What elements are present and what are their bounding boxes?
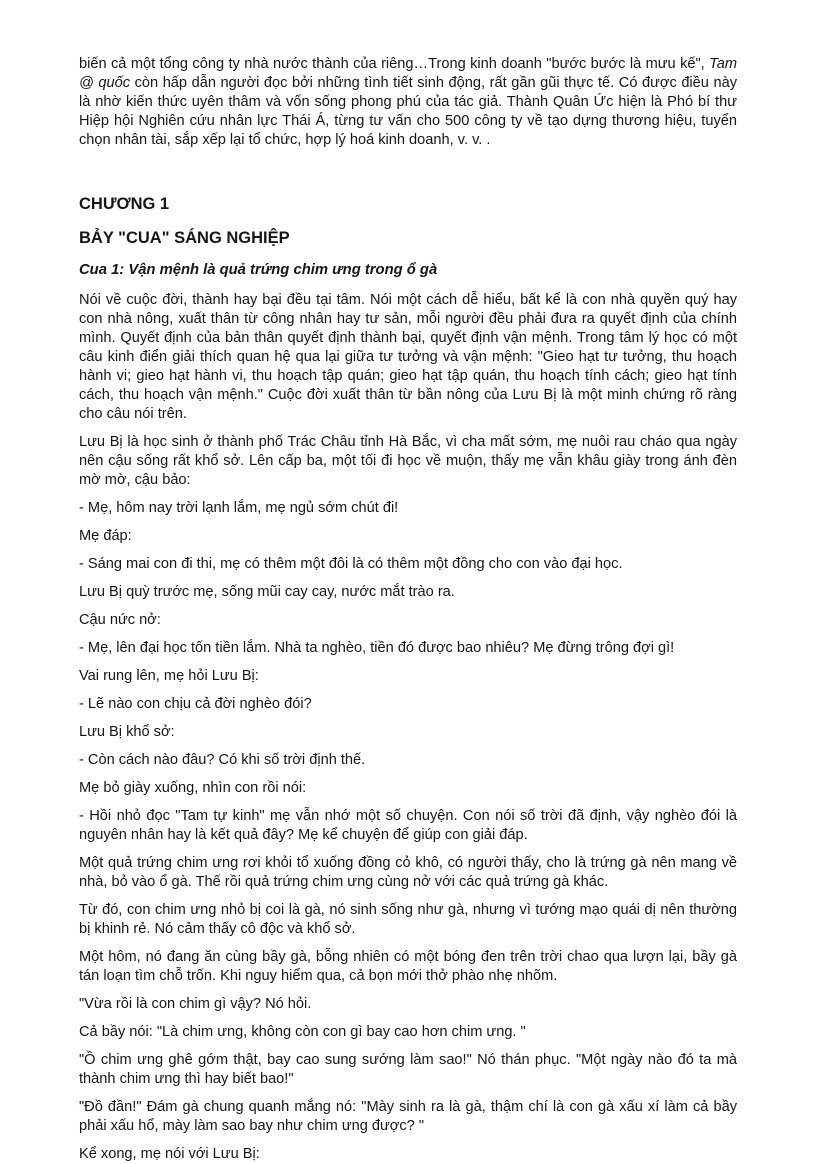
body-paragraph: Nói về cuộc đời, thành hay bại đều tại tâm. Nói một cách dễ hiểu, bất kể là con nhà quyền quý hay con nhà nông, xuất thân từ công nhân hay tư sản, mỗi người đều phải đưa ra quyết định của chính mình. Quyết định của bản thân quyết định thành bại, quyết định vận mệnh. Trong tâm lý học có một câu kinh điển giải thích quan hệ qua lại giữa tư tưởng và vận mệnh: "Gieo hạt tư tưởng, thu hoạch hành vi; gieo hạt hành vi, thu hoạch tập quán; gieo hạt tập quán, thu hoạch tính cách; gieo hạt tính cách, thu hoạch vận mệnh." Cuộc đời xuất thân từ bần nông của Lưu Bị là một minh chứng rõ ràng cho câu nói trên. bbox=[79, 292, 737, 422]
chapter-number-heading: CHƯƠNG 1 bbox=[79, 195, 170, 213]
book-title-italic: Tam @ quốc bbox=[79, 56, 737, 91]
intro-paragraph bbox=[79, 55, 737, 150]
body-paragraph: "Ồ chim ưng ghê gớm thật, bay cao sung sướng làm sao!" Nó thán phục. "Một ngày nào đó ta mà thành chim ưng thì hay biết bao!" bbox=[79, 1052, 737, 1087]
body-paragraph: Mẹ đáp: bbox=[79, 528, 132, 544]
body-paragraph: "Đồ đần!" Đám gà chung quanh mắng nó: "Mày sinh ra là gà, thậm chí là con gà xấu xí làm cả bầy phải xấu hổ, mày làm sao bay như chim ưng được? " bbox=[79, 1099, 737, 1134]
dialogue-line: - Còn cách nào đâu? Có khi số trời định thế. bbox=[79, 752, 366, 768]
body-paragraph: Cả bầy nói: "Là chim ưng, không còn con gì bay cao hơn chim ưng. " bbox=[79, 1024, 526, 1040]
body-paragraph: Một hôm, nó đang ăn cùng bầy gà, bỗng nhiên có một bóng đen trên trời chao qua lượn lại, bầy gà tán loạn tìm chỗ trốn. Khi nguy hiểm qua, cả bọn mới thở phào nhẹ nhõm. bbox=[79, 949, 737, 984]
section-subtitle-heading: Cua 1: Vận mệnh là quả trứng chim ưng trong ổ gà bbox=[79, 262, 438, 278]
dialogue-line: - Sáng mai con đi thi, mẹ có thêm một đôi là có thêm một đồng cho con vào đại học. bbox=[79, 556, 623, 572]
body-paragraph: Một quả trứng chim ưng rơi khỏi tổ xuống đồng cỏ khô, có người thấy, cho là trứng gà nên mang về nhà, bỏ vào ổ gà. Thế rồi quả trứng chim ưng cùng nở với các quả trứng gà khác. bbox=[79, 855, 737, 890]
body-paragraph: Từ đó, con chim ưng nhỏ bị coi là gà, nó sinh sống như gà, nhưng vì tướng mạo quái dị nên thường bị khinh rẻ. Nó cảm thấy cô độc và khổ sở. bbox=[79, 902, 737, 937]
body-paragraph: Cậu nức nở: bbox=[79, 612, 161, 628]
body-paragraph: Lưu Bị là học sinh ở thành phố Trác Châu tỉnh Hà Bắc, vì cha mất sớm, mẹ nuôi rau cháo qua ngày nên cậu sống rất khổ sở. Lên cấp ba, một tối đi học về muộn, thấy mẹ vẫn khâu giày trong ánh đèn mờ mờ, cậu bảo: bbox=[79, 434, 737, 488]
dialogue-line: - Mẹ, lên đại học tốn tiền lắm. Nhà ta nghèo, tiền đó được bao nhiêu? Mẹ đừng trông đợi gì! bbox=[79, 640, 675, 656]
chapter-title-heading: BẢY "CUA" SÁNG NGHIỆP bbox=[79, 229, 290, 247]
dialogue-line: - Mẹ, hôm nay trời lạnh lắm, mẹ ngủ sớm chút đi! bbox=[79, 500, 399, 516]
body-paragraph: Vai rung lên, mẹ hỏi Lưu Bị: bbox=[79, 668, 259, 684]
intro-text-after: còn hấp dẫn người đọc bởi những tình tiết sinh động, rất gần gũi thực tế. Có được điều này là nhờ kiến thức uyên thâm và vốn sống phong phú của tác giả. Thành Quân Ức hiện là Phó bí thư Hiệp hội Nghiên cứu nhân lực Thái Á, từng tư vấn cho 500 công ty về tạo dựng thương hiệu, tuyển chọn nhân tài, sắp xếp lại tổ chức, hợp lý hoá kinh doanh, v. v. . bbox=[79, 75, 738, 148]
body-paragraph: Kể xong, mẹ nói với Lưu Bị: bbox=[79, 1146, 260, 1162]
body-paragraph: Mẹ bỏ giày xuống, nhìn con rồi nói: bbox=[79, 780, 307, 796]
body-paragraph: Lưu Bị quỳ trước mẹ, sống mũi cay cay, nước mắt trào ra. bbox=[79, 584, 455, 600]
intro-text-before: biến cả một tổng công ty nhà nước thành của riêng…Trong kinh doanh "bước bước là mưu kế", bbox=[79, 56, 710, 72]
dialogue-line: "Vừa rồi là con chim gì vậy? Nó hỏi. bbox=[79, 996, 312, 1012]
dialogue-line: - Lẽ nào con chịu cả đời nghèo đói? bbox=[79, 696, 312, 712]
dialogue-line: - Hồi nhỏ đọc "Tam tự kinh" mẹ vẫn nhớ một số chuyện. Con nói số trời đã định, vậy nghèo đói là nguyên nhân hay là kết quả đây? Mẹ kể chuyện để giúp con giải đáp. bbox=[79, 808, 737, 843]
body-paragraph: Lưu Bị khổ sở: bbox=[79, 724, 175, 740]
